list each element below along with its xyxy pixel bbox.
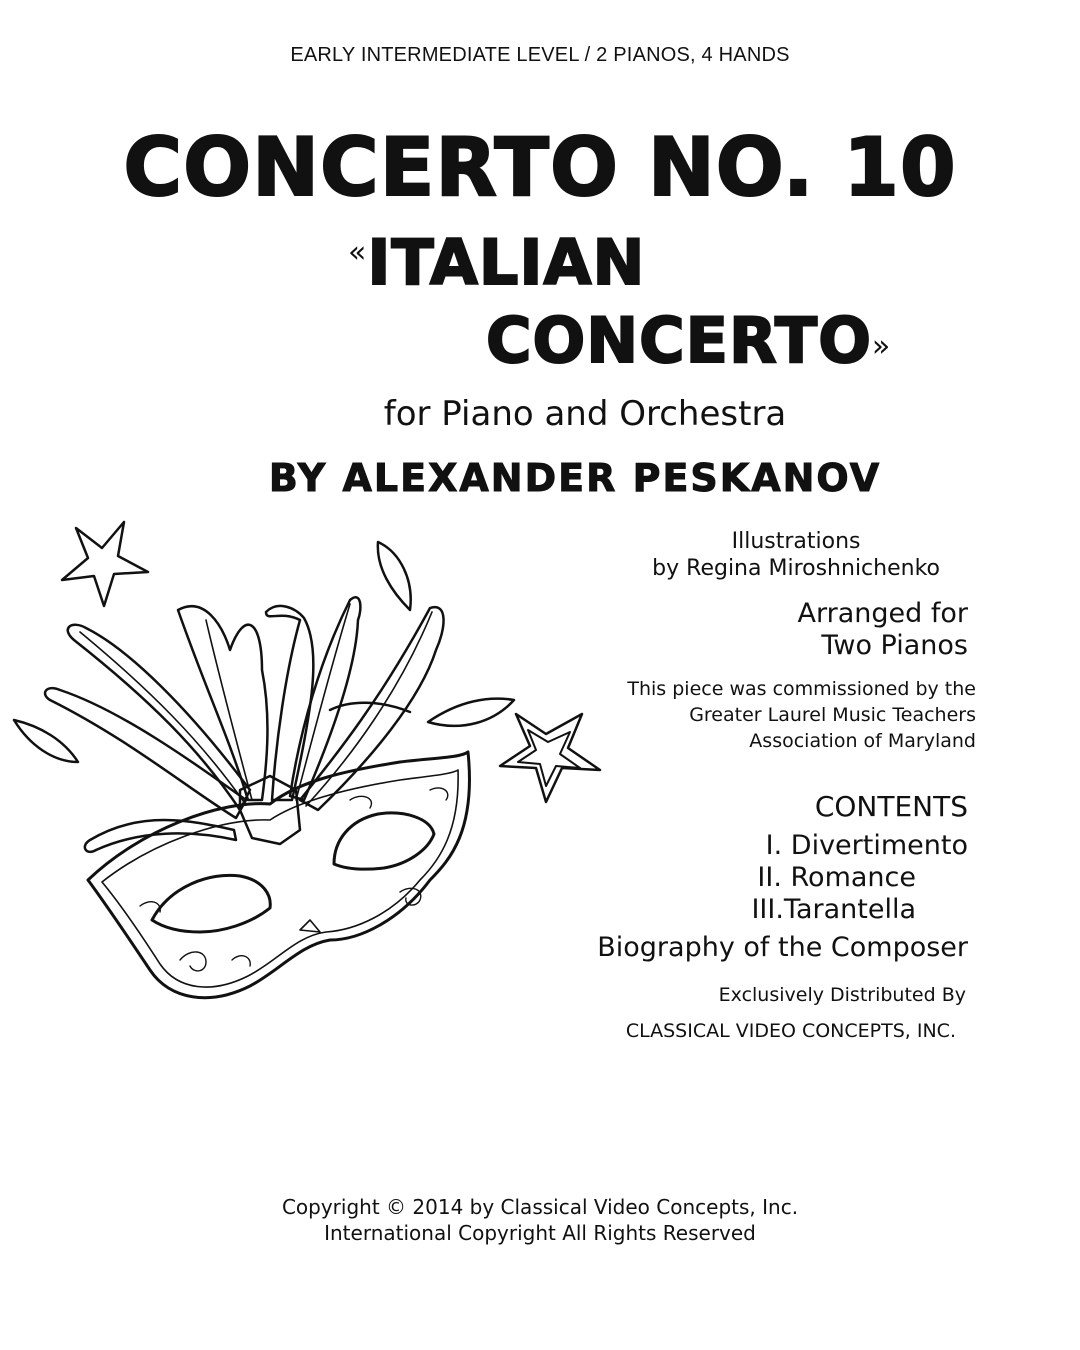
illustrations-label: Illustrations [731,529,861,554]
copyright-line2: International Copyright All Rights Reserved [324,1221,756,1245]
contents-item: III.Tarantella [751,894,916,925]
title-concerto: CONCERTO [486,304,872,377]
illustrator-credit [652,528,940,582]
leaf-icon [428,699,514,726]
open-quote: « [348,235,368,270]
star-icon [62,522,148,606]
arrangement-note [798,598,968,662]
leaf-icon [14,720,78,762]
star-icon [500,714,600,802]
feather-icon [178,606,267,800]
copyright-line1: Copyright © 2014 by Classical Video Concepts, Inc. [281,1195,799,1219]
subtitle-line-concerto [486,304,892,377]
contents-list [597,830,968,964]
left-eye-hole [152,875,270,932]
mask-outline [88,752,469,998]
instrumentation: for Piano and Orchestra [383,394,787,434]
contents-item: II. Romance [757,862,916,893]
distributor-name: CLASSICAL VIDEO CONCEPTS, INC. [625,1020,956,1042]
distribution-label: Exclusively Distributed By [718,984,966,1006]
arranged-line1: Arranged for [797,598,968,629]
subtitle-line-italian [348,226,646,299]
main-title: CONCERTO NO. 10 [123,121,957,214]
copyright-notice [0,1194,1080,1246]
close-quote: » [871,329,892,364]
contents-item: Biography of the Composer [597,932,968,963]
feather-icon [266,606,313,800]
commission-line1: This piece was commissioned by the [627,678,976,700]
arranged-line2: Two Pianos [821,630,968,661]
commission-line2: Greater Laurel Music Teachers [689,704,976,726]
title-italian: ITALIAN [367,226,646,299]
contents-heading: CONTENTS [814,790,968,823]
right-eye-hole [334,813,434,869]
difficulty-level: EARLY INTERMEDIATE LEVEL / 2 PIANOS, 4 HANDS [290,44,790,66]
leaf-icon [378,542,411,610]
commission-note [627,676,976,754]
contents-item: I. Divertimento [765,830,968,861]
commission-line3: Association of Maryland [749,730,976,752]
mask-illustration [0,500,640,1020]
illustrator-name: by Regina Miroshnichenko [652,556,940,581]
composer-credit: BY ALEXANDER PESKANOV [268,456,882,500]
